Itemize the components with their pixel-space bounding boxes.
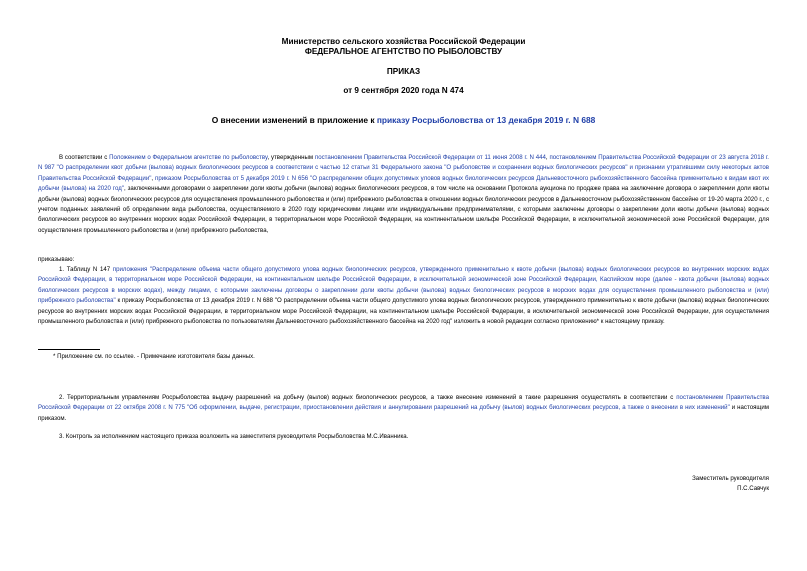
preamble-text-5: , заключенными договорами о закреплении доли квоты добычи (вылова) водных биологических ресурсов, в том числе на основании Протокола аукциона по продаже права на заключение договора о закреплении доли квоты добычи (вылова) водных биологических ресурсов для осуществления промышленного рыболовства и (или) прибрежного рыболовства в отношении водных биологических ресурсов в Дальневосточном рыбохозяйственном бассейне от 19-20 марта 2020 г., с учетом поданных заявлений об определении вида рыболовства, осуществляемого в 2020 году юридическими лицами или индивидуальными предпринимателями, с которыми заключены договоры о закреплении доли квоты добычи (вылова) водных биологических ресурсов во внутренних морских водах Российской Федерации, в территориальном море Российской Федерации, на континентальном шельфе Российской Федерации, в исключительной экономической зоне Российской Федерации, для осуществления промышленного рыболовства и (или) прибрежного рыболовства, bbox=[38, 185, 769, 234]
appendix-link[interactable]: приложения "Распределение объема части общего допустимого улова водных биологических ресурсов, утвержденного применительно к квоте добычи (вылова) водных биологических ресурсов во внутренних морских водах Российской Федерации, в территориальном море Российской Федерации, на континентальном шельфе Российской Федерации, в исключительной экономической зоне Российской Федерации, Каспийском море (далее - квота добычи (вылова) водных биологических ресурсов в морских водах), между лицами, с которыми заключены договоры о закреплении доли квоты добычи (вылова) водных биологических ресурсов в морских водах для осуществления промышленного рыболовства и (или) прибрежного рыболовства" bbox=[38, 266, 769, 305]
signatory-position: Заместитель руководителя bbox=[692, 475, 769, 482]
order-656-link[interactable]: приказом Росрыболовства от 5 декабря 2019 г. N 656 "О распределении общих допустимых уловов водных биологических ресурсов Дальневосточного рыбохозяйственного бассейна применительно к видам квот их добычи (вылова) на 2020 год" bbox=[38, 174, 769, 193]
signatory-name: П.С.Савчук bbox=[737, 485, 769, 492]
item-3-paragraph: 3. Контроль за исполнением настоящего приказа возложить на заместителя руководителя Росрыболовства М.С.Иванника. bbox=[59, 433, 409, 440]
agency-name: ФЕДЕРАЛЬНОЕ АГЕНТСТВО ПО РЫБОЛОВСТВУ bbox=[304, 47, 503, 56]
preamble-text-4: , bbox=[151, 174, 156, 182]
subject-order-link[interactable]: приказу Росрыболовства от 13 декабря 2019 г. N 688 bbox=[376, 115, 596, 125]
ministry-name: Министерство сельского хозяйства Российской Федерации bbox=[281, 37, 526, 46]
document-subject bbox=[0, 115, 807, 125]
item-1-paragraph bbox=[38, 265, 769, 327]
item-2-text-1: 2. Территориальным управлениям Росрыболовства выдачу разрешений на добычу (вылов) водных биологических ресурсов, а также внесение изменений в такие разрешения осуществлять в соответствии с bbox=[59, 394, 677, 401]
order-word: приказываю: bbox=[38, 256, 75, 263]
resolution-444-link[interactable]: постановлением Правительства Российской Федерации от 11 июня 2008 г. N 444 bbox=[314, 154, 546, 161]
item-1-text-1: 1. Таблицу N 147 bbox=[59, 266, 113, 273]
footnote: * Приложение см. по ссылке. - Примечание изготовителя базы данных. bbox=[53, 353, 255, 360]
footnote-divider bbox=[38, 349, 100, 350]
preamble-text-2: , утвержденным bbox=[267, 154, 315, 161]
preamble-text-3: , bbox=[545, 154, 550, 161]
item-2-paragraph bbox=[38, 393, 769, 424]
subject-prefix: О внесении изменений в приложение к bbox=[211, 115, 377, 125]
item-2-text-2: и настоящим приказом. bbox=[38, 404, 769, 422]
resolution-775-link[interactable]: постановлением Правительства Российской Федерации от 22 октября 2008 г. N 775 "Об оформлении, выдаче, регистрации, приостановлении действия и аннулировании разрешений на добычу (вылов) водных биологических ресурсов, а также о внесении в них изменений" bbox=[38, 394, 769, 412]
resolution-987-link[interactable]: постановлением Правительства Российской Федерации от 23 августа 2018 г. N 987 "О распределении квот добычи (вылова) водных биологических ресурсов в соответствии с частью 12 статьи 31 Федерального закона "О рыболовстве и сохранении водных биологических ресурсов" и признании утратившими силу некоторых актов Правительства Российской Федерации" bbox=[38, 154, 770, 182]
item-1-text-2: к приказу Росрыболовства от 13 декабря 2019 г. N 688 "О распределении объема части общего допустимого улова водных биологических ресурсов, утвержденного применительно к квоте добычи (вылова) водных биологических ресурсов во внутренних морских водах Российской Федерации, в территориальном море Российской Федерации, на континентальном шельфе Российской Федерации, в исключительной экономической зоне Российской Федерации, для осуществления промышленного рыболовства и (или) прибрежного рыболовства по пользователям Дальневосточного рыбохозяйственного бассейна на 2020 год" изложить в новой редакции согласно приложению* к настоящему приказу. bbox=[38, 297, 769, 326]
document-date: от 9 сентября 2020 года N 474 bbox=[343, 86, 464, 95]
preamble-paragraph bbox=[38, 153, 769, 236]
regulation-link[interactable]: Положением о Федеральном агентстве по рыболовству bbox=[109, 154, 268, 161]
document-type: ПРИКАЗ bbox=[386, 67, 421, 76]
preamble-text-1: В соответствии с bbox=[59, 154, 110, 161]
